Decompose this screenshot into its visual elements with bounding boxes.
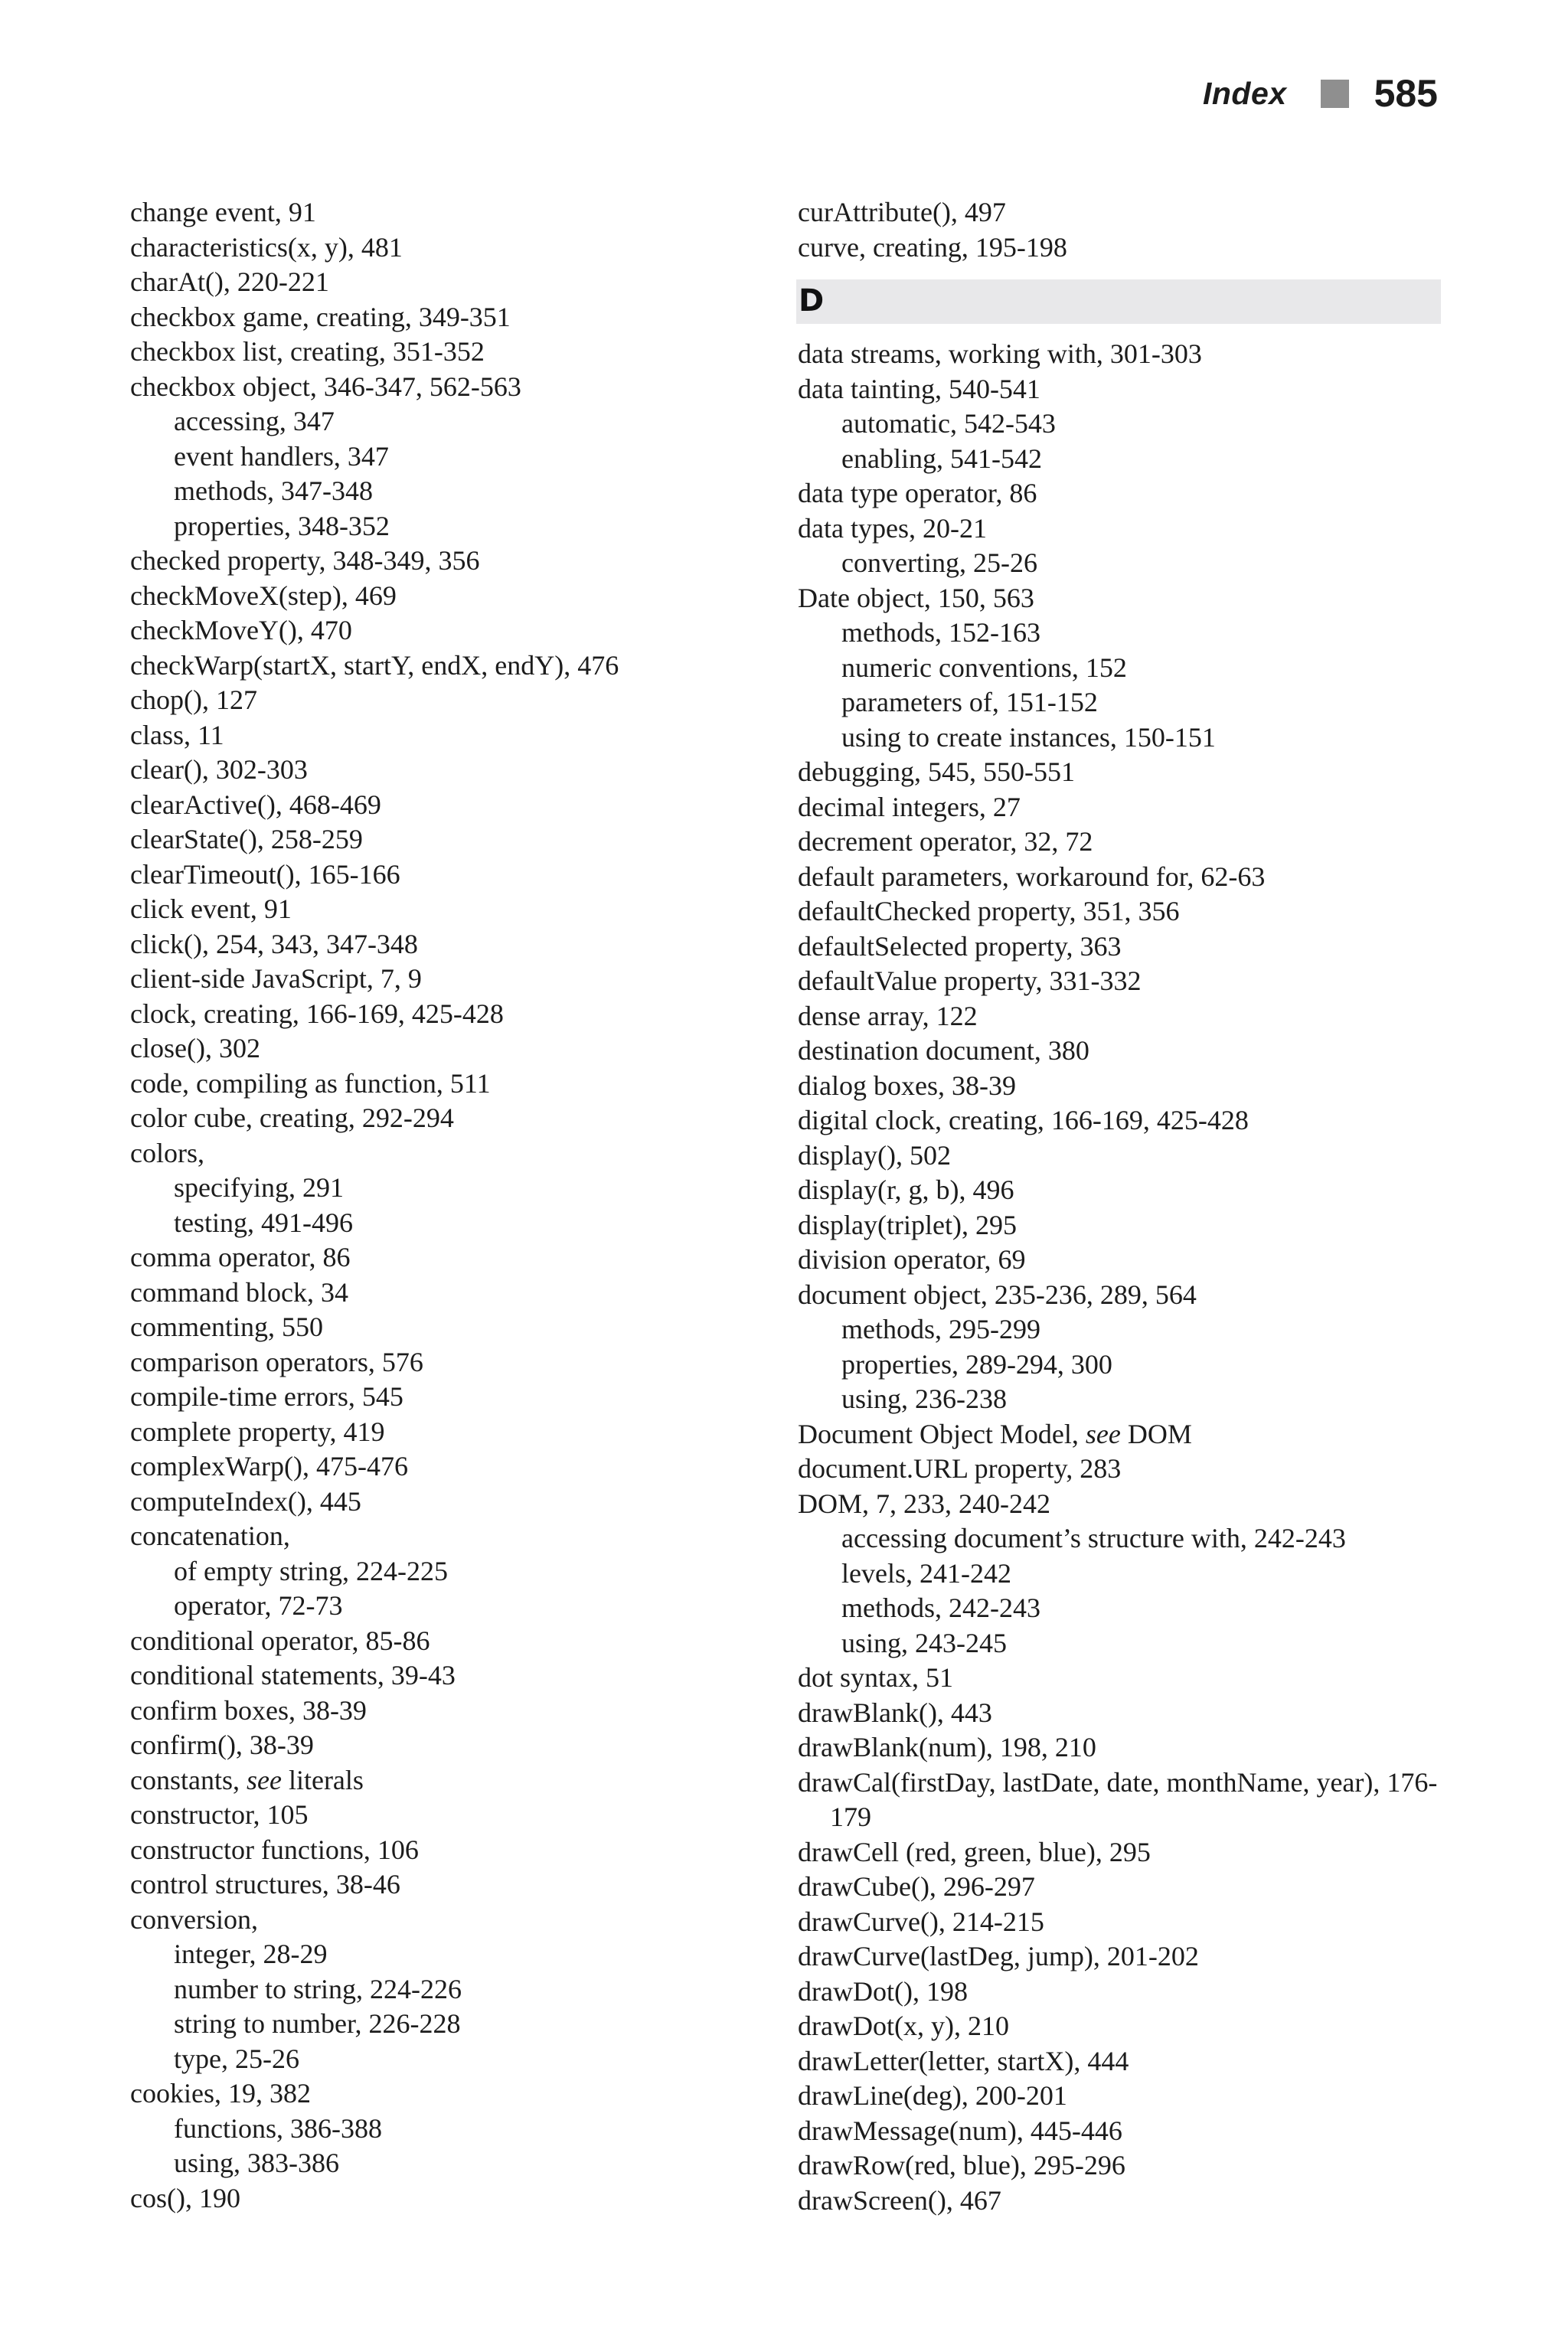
index-subentry [798, 407, 1441, 442]
entry-text: defaultChecked property, 351, 356 [798, 896, 1180, 926]
index-subentry [798, 1348, 1441, 1383]
see-target: literals [281, 1764, 364, 1795]
index-entry [130, 2076, 758, 2112]
entry-text: drawCurve(), 214-215 [798, 1906, 1044, 1937]
entry-text: converting, 25-26 [841, 547, 1037, 578]
index-entry [130, 997, 758, 1032]
entry-text: constants, [130, 1764, 247, 1795]
index-entry [798, 511, 1441, 547]
entry-text: clearActive(), 468-469 [130, 789, 381, 820]
index-entry [798, 1069, 1441, 1104]
index-subentry [130, 404, 758, 439]
index-entry [130, 579, 758, 614]
index-subentry [130, 509, 758, 544]
entry-text: digital clock, creating, 166-169, 425-428 [798, 1105, 1249, 1135]
index-entry [798, 1452, 1441, 1487]
entry-text: drawCal(firstDay, lastDate, date, monthName, year), 176-179 [798, 1766, 1438, 1832]
index-entry [130, 1449, 758, 1485]
entry-text: checkbox object, 346-347, 562-563 [130, 371, 521, 402]
page-number: 585 [1374, 72, 1438, 115]
entry-text: drawLetter(letter, startX), 444 [798, 2045, 1129, 2076]
entry-text: Document Object Model, [798, 1418, 1086, 1449]
index-entry [798, 1034, 1441, 1069]
index-subentry [798, 685, 1441, 720]
entry-text: operator, 72-73 [174, 1590, 343, 1621]
entry-text: checkMoveY(), 470 [130, 615, 352, 645]
entry-text: confirm(), 38-39 [130, 1730, 314, 1760]
entry-text: control structures, 38-46 [130, 1869, 400, 1900]
index-entry [798, 1208, 1441, 1243]
entry-text: clearState(), 258-259 [130, 824, 363, 854]
entry-text: default parameters, workaround for, 62-63 [798, 861, 1266, 892]
index-subentry [130, 474, 758, 509]
see-reference: see [246, 1764, 282, 1795]
entry-text: display(), 502 [798, 1139, 951, 1171]
entry-text: type, 25-26 [174, 2043, 299, 2074]
index-entry [130, 1763, 758, 1798]
index-entry [130, 753, 758, 788]
entry-text: number to string, 224-226 [174, 1973, 462, 2004]
entry-text: conditional operator, 85-86 [130, 1625, 430, 1656]
index-entry [130, 1624, 758, 1659]
entry-text: display(triplet), 295 [798, 1209, 1017, 1240]
index-entry [798, 2009, 1441, 2044]
header-square-icon [1321, 80, 1349, 108]
entry-text: event handlers, 347 [174, 440, 389, 472]
index-entry [798, 1939, 1441, 1975]
index-subentry [130, 2112, 758, 2147]
entry-text: complexWarp(), 475-476 [130, 1451, 408, 1481]
entry-text: commenting, 550 [130, 1312, 323, 1342]
entry-text: close(), 302 [130, 1033, 260, 1063]
entry-text: levels, 241-242 [841, 1557, 1011, 1589]
entry-text: conversion, [130, 1903, 258, 1935]
entry-text: enabling, 541-542 [841, 443, 1042, 474]
entry-text: numeric conventions, 152 [841, 652, 1127, 683]
index-entry [130, 1867, 758, 1903]
index-entry [130, 370, 758, 405]
entry-text: drawCell (red, green, blue), 295 [798, 1836, 1151, 1867]
entry-text: clear(), 302-303 [130, 754, 308, 785]
entry-text: methods, 152-163 [841, 617, 1040, 648]
entry-text: click(), 254, 343, 347-348 [130, 928, 418, 959]
index-entry [130, 2181, 758, 2216]
index-subentry [798, 1591, 1441, 1626]
entry-text: defaultValue property, 331-332 [798, 965, 1142, 996]
index-entry [798, 372, 1441, 407]
entry-text: command block, 34 [130, 1276, 348, 1308]
index-column-left [130, 195, 758, 2216]
entry-text: charAt(), 220-221 [130, 266, 329, 297]
index-entry [798, 964, 1441, 999]
index-subentry [798, 616, 1441, 651]
entry-text: parameters of, 151-152 [841, 687, 1098, 717]
index-entry [798, 1730, 1441, 1766]
index-entry [130, 892, 758, 927]
entry-text: string to number, 226-228 [174, 2008, 461, 2039]
entry-text: conditional statements, 39-43 [130, 1660, 456, 1690]
index-entry [130, 1728, 758, 1763]
index-entry [130, 1485, 758, 1520]
entry-text: document.URL property, 283 [798, 1453, 1122, 1484]
entry-text: data type operator, 86 [798, 478, 1037, 508]
entry-text: data streams, working with, 301-303 [798, 338, 1202, 369]
entry-text: display(r, g, b), 496 [798, 1174, 1014, 1205]
index-subentry [130, 1937, 758, 1972]
entry-text: drawCube(), 296-297 [798, 1871, 1035, 1902]
index-entry [130, 962, 758, 997]
index-entry [130, 1276, 758, 1311]
index-entry [130, 648, 758, 684]
entry-text: dot syntax, 51 [798, 1662, 953, 1693]
entry-text: constructor functions, 106 [130, 1834, 419, 1865]
running-head [1203, 67, 1438, 119]
entry-text: change event, 91 [130, 197, 316, 227]
index-entry [130, 1101, 758, 1136]
index-entry [130, 1833, 758, 1868]
entry-text: curAttribute(), 497 [798, 197, 1006, 227]
entry-text: constructor, 105 [130, 1799, 309, 1830]
index-entry [798, 790, 1441, 825]
index-entry [798, 929, 1441, 965]
entry-text: confirm boxes, 38-39 [130, 1694, 367, 1726]
index-entry [798, 230, 1441, 266]
index-subentry [130, 1171, 758, 1206]
entry-text: cookies, 19, 382 [130, 2078, 311, 2109]
index-entry [798, 1487, 1441, 1522]
entry-text: class, 11 [130, 719, 224, 750]
entry-text: drawBlank(num), 198, 210 [798, 1732, 1096, 1762]
entry-text: using, 243-245 [841, 1627, 1007, 1658]
index-entry [130, 1067, 758, 1102]
entry-text: concatenation, [130, 1521, 290, 1551]
index-entry [798, 1905, 1441, 1940]
index-entry [130, 1903, 758, 1938]
entry-text: drawBlank(), 443 [798, 1697, 992, 1728]
entry-text: properties, 289-294, 300 [841, 1348, 1112, 1380]
entry-text: integer, 28-29 [174, 1939, 328, 1969]
entry-text: document object, 235-236, 289, 564 [798, 1279, 1197, 1310]
entry-text: drawCurve(lastDeg, jump), 201-202 [798, 1941, 1199, 1971]
index-entry [798, 2184, 1441, 2219]
index-entry [798, 2044, 1441, 2079]
entry-text: accessing document’s structure with, 242-243 [841, 1523, 1346, 1553]
index-entry [130, 1415, 758, 1450]
index-subentry [130, 439, 758, 475]
index-entry [798, 1766, 1441, 1835]
entry-text: code, compiling as function, 511 [130, 1067, 491, 1099]
entry-text: dense array, 122 [798, 1000, 978, 1031]
entry-text: clearTimeout(), 165-166 [130, 858, 400, 890]
entry-text: defaultSelected property, 363 [798, 930, 1122, 962]
entry-text: using, 383-386 [174, 2148, 339, 2178]
entry-text: dialog boxes, 38-39 [798, 1070, 1016, 1101]
entry-text: using, 236-238 [841, 1383, 1007, 1414]
index-entry [798, 1696, 1441, 1731]
see-target: DOM [1120, 1418, 1192, 1449]
entry-text: functions, 386-388 [174, 2112, 382, 2144]
index-subentry [130, 1972, 758, 2007]
entry-text: testing, 491-496 [174, 1207, 353, 1238]
index-entry [798, 195, 1441, 230]
index-entry [130, 195, 758, 230]
index-entry [130, 265, 758, 300]
entry-text: color cube, creating, 292-294 [130, 1102, 454, 1133]
entry-text: checkbox game, creating, 349-351 [130, 301, 511, 332]
entry-text: comparison operators, 576 [130, 1346, 423, 1377]
entry-text: checkWarp(startX, startY, endX, endY), 476 [130, 649, 619, 681]
index-entry [130, 544, 758, 579]
entry-text: automatic, 542-543 [841, 408, 1056, 439]
index-subentry [130, 1554, 758, 1589]
entry-text: computeIndex(), 445 [130, 1485, 361, 1517]
entry-text: drawRow(red, blue), 295-296 [798, 2150, 1125, 2180]
index-entry [798, 476, 1441, 511]
index-subentry [798, 1557, 1441, 1592]
index-subentry [798, 720, 1441, 756]
entry-text: checkMoveX(step), 469 [130, 580, 397, 611]
entry-text: accessing, 347 [174, 406, 335, 436]
index-entry [130, 1380, 758, 1415]
index-entry [798, 1835, 1441, 1870]
index-entry [798, 755, 1441, 790]
index-subentry [798, 442, 1441, 477]
index-entry [130, 1694, 758, 1729]
index-entry [130, 858, 758, 893]
entry-text: DOM, 7, 233, 240-242 [798, 1488, 1050, 1519]
entry-text: chop(), 127 [130, 684, 257, 715]
index-entry [798, 2079, 1441, 2114]
index-entries-d [798, 337, 1441, 2218]
index-entry [130, 788, 758, 823]
entry-text: comma operator, 86 [130, 1242, 351, 1272]
entry-text: drawDot(x, y), 210 [798, 2011, 1009, 2041]
index-entry [798, 2148, 1441, 2184]
index-entry [130, 1345, 758, 1380]
index-subentry [130, 2042, 758, 2077]
entry-text: curve, creating, 195-198 [798, 231, 1067, 263]
entry-text: division operator, 69 [798, 1244, 1026, 1275]
entry-text: data types, 20-21 [798, 512, 987, 544]
index-entry [130, 300, 758, 335]
entry-text: methods, 347-348 [174, 475, 373, 506]
entry-text: checkbox list, creating, 351-352 [130, 336, 485, 367]
index-entry [130, 230, 758, 266]
index-entry [130, 1658, 758, 1694]
entry-text: drawLine(deg), 200-201 [798, 2080, 1067, 2111]
index-subentry [798, 1626, 1441, 1661]
entry-text: data tainting, 540-541 [798, 373, 1040, 404]
entry-text: specifying, 291 [174, 1172, 344, 1203]
index-entry [798, 1138, 1441, 1174]
entry-text: of empty string, 224-225 [174, 1555, 448, 1586]
entry-text: compile-time errors, 545 [130, 1381, 403, 1412]
index-subentry [130, 2007, 758, 2042]
index-subentry [798, 651, 1441, 686]
entry-text: clock, creating, 166-169, 425-428 [130, 998, 504, 1029]
index-entry [130, 1310, 758, 1345]
entry-text: click event, 91 [130, 893, 292, 924]
entry-text: client-side JavaScript, 7, 9 [130, 963, 422, 994]
index-entry [798, 860, 1441, 895]
index-entry [130, 927, 758, 962]
index-entry [798, 894, 1441, 929]
index-subentry [130, 1206, 758, 1241]
index-subentry [130, 2146, 758, 2181]
entry-text: characteristics(x, y), 481 [130, 231, 403, 263]
index-entry [130, 1798, 758, 1833]
index-entry [130, 1519, 758, 1554]
index-entry [130, 718, 758, 753]
entry-text: decrement operator, 32, 72 [798, 826, 1093, 857]
entry-text: debugging, 545, 550-551 [798, 756, 1075, 787]
index-entry [798, 1417, 1441, 1452]
entry-text: drawMessage(num), 445-446 [798, 2115, 1122, 2146]
index-entry [130, 1240, 758, 1276]
index-entry [130, 1136, 758, 1171]
entry-text: Date object, 150, 563 [798, 582, 1034, 613]
index-entry [798, 1278, 1441, 1313]
index-entry [798, 1975, 1441, 2010]
index-entry [798, 999, 1441, 1034]
entry-text: checked property, 348-349, 356 [130, 545, 480, 576]
entry-text: decimal integers, 27 [798, 791, 1021, 822]
index-entry [798, 1870, 1441, 1905]
index-entry [798, 337, 1441, 372]
index-entry [798, 581, 1441, 616]
entry-text: drawScreen(), 467 [798, 2184, 1001, 2216]
index-subentry [798, 1382, 1441, 1417]
index-subentry [798, 1521, 1441, 1557]
see-reference: see [1085, 1418, 1121, 1449]
index-entry [798, 2114, 1441, 2149]
index-entry [130, 683, 758, 718]
index-subentry [798, 546, 1441, 581]
index-column-right [798, 195, 1441, 2218]
entry-text: colors, [130, 1137, 204, 1168]
entry-text: cos(), 190 [130, 2182, 240, 2213]
section-letter-bar [796, 279, 1441, 324]
entry-text: destination document, 380 [798, 1035, 1089, 1066]
entry-text: using to create instances, 150-151 [841, 721, 1216, 753]
entry-text: complete property, 419 [130, 1416, 385, 1447]
entry-text: drawDot(), 198 [798, 1975, 968, 2007]
index-entries-c-continued [798, 195, 1441, 265]
index-entry [798, 1173, 1441, 1208]
index-entry [798, 1243, 1441, 1278]
entry-text: properties, 348-352 [174, 510, 390, 541]
index-subentry [130, 1589, 758, 1624]
index-entry [798, 1103, 1441, 1138]
index-entry [798, 1661, 1441, 1696]
section-letter: D [799, 283, 825, 319]
index-entry [130, 335, 758, 370]
index-entry [130, 613, 758, 648]
section-label: Index [1202, 75, 1287, 111]
index-subentry [798, 1312, 1441, 1348]
index-entry [798, 825, 1441, 860]
index-entry [130, 1031, 758, 1067]
index-entry [130, 822, 758, 858]
entry-text: methods, 295-299 [841, 1314, 1040, 1344]
entry-text: methods, 242-243 [841, 1592, 1040, 1623]
